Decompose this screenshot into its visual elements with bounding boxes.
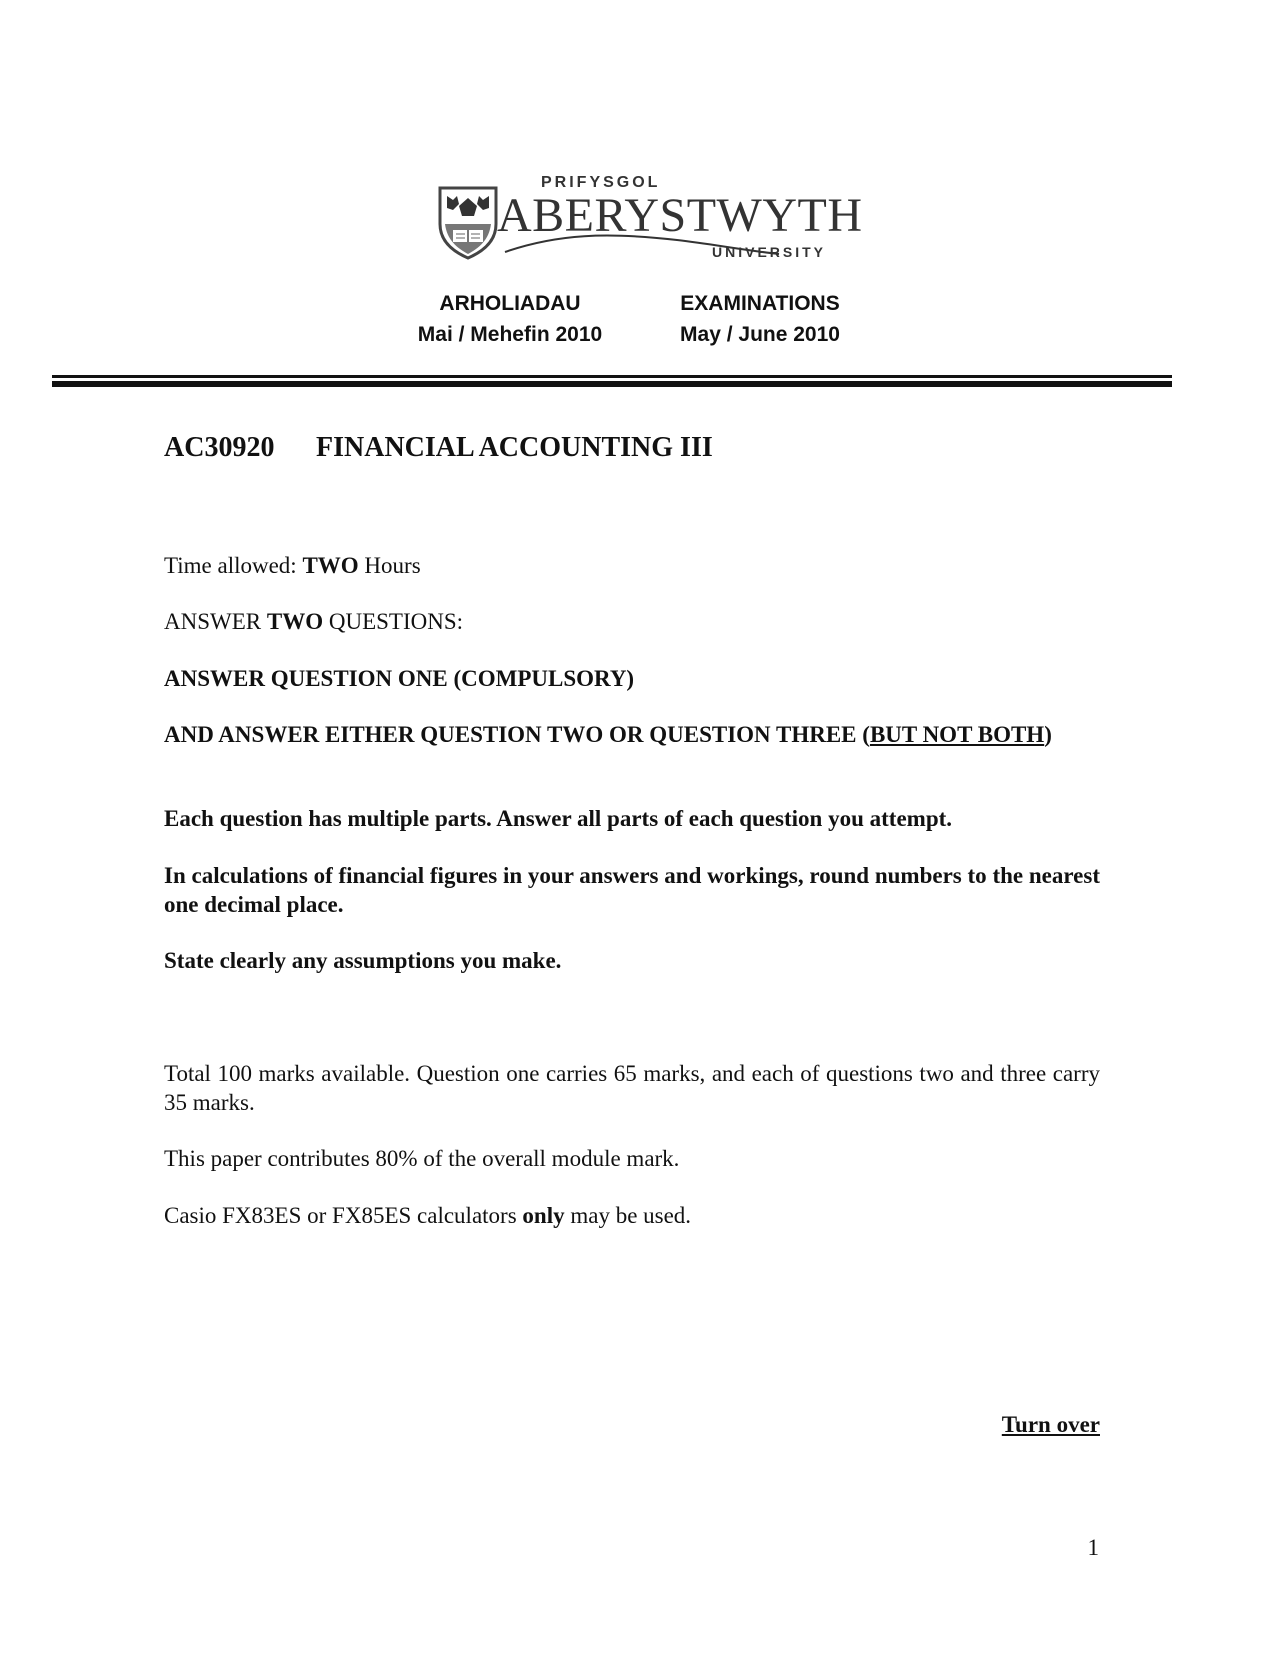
logo-bottom-text: UNIVERSITY bbox=[712, 244, 827, 260]
answer-count bbox=[164, 607, 1100, 636]
university-logo bbox=[437, 170, 863, 270]
header-rule-thin bbox=[52, 375, 1172, 378]
english-exam-header bbox=[660, 288, 860, 350]
time-suffix: Hours bbox=[358, 553, 421, 578]
crest-icon bbox=[437, 184, 499, 260]
calculator-rule bbox=[164, 1201, 1100, 1230]
course-heading bbox=[164, 432, 713, 464]
time-allowed bbox=[164, 551, 1100, 580]
either-instruction bbox=[164, 720, 1100, 749]
answer-suffix: QUESTIONS: bbox=[323, 609, 464, 634]
calculator-prefix: Casio FX83ES or FX85ES calculators bbox=[164, 1203, 523, 1228]
total-marks: Total 100 marks available. Question one carries 65 marks, and each of questions two and three carry 35 marks. bbox=[164, 1061, 1100, 1115]
time-value: TWO bbox=[302, 553, 359, 578]
welsh-title: ARHOLIADAU bbox=[439, 292, 581, 315]
time-prefix: Time allowed: bbox=[164, 553, 303, 578]
turn-over-label: Turn over bbox=[1001, 1412, 1100, 1437]
compulsory-instruction: ANSWER QUESTION ONE (COMPULSORY) bbox=[164, 666, 635, 691]
course-title: FINANCIAL ACCOUNTING III bbox=[316, 432, 713, 463]
welsh-exam-header bbox=[400, 288, 620, 350]
header-rule-thick bbox=[52, 381, 1172, 387]
answer-prefix: ANSWER bbox=[164, 609, 267, 634]
english-date: May / June 2010 bbox=[680, 323, 840, 346]
assumptions-instruction: State clearly any assumptions you make. bbox=[164, 948, 562, 973]
answer-value: TWO bbox=[266, 609, 324, 634]
welsh-date: Mai / Mehefin 2010 bbox=[417, 323, 603, 346]
calculator-only: only bbox=[522, 1203, 565, 1228]
logo-top-text: PRIFYSGOL bbox=[541, 174, 661, 191]
either-prefix: AND ANSWER EITHER QUESTION TWO OR QUESTION THREE ( bbox=[164, 722, 870, 747]
logo-main-text: ABERYSTWYTH bbox=[497, 189, 863, 242]
calculator-suffix: may be used. bbox=[564, 1203, 692, 1228]
rounding-instruction: In calculations of financial figures in your answers and workings, round numbers to the nearest one decimal place. bbox=[164, 863, 1100, 917]
either-suffix: ) bbox=[1044, 722, 1052, 747]
course-code: AC30920 bbox=[164, 432, 275, 463]
module-contribution: This paper contributes 80% of the overall module mark. bbox=[164, 1146, 680, 1171]
english-title: EXAMINATIONS bbox=[680, 292, 840, 315]
page-number: 1 bbox=[1087, 1535, 1099, 1560]
multiple-parts-instruction: Each question has multiple parts. Answer all parts of each question you attempt. bbox=[164, 806, 953, 831]
either-underlined: BUT NOT BOTH bbox=[869, 722, 1045, 747]
